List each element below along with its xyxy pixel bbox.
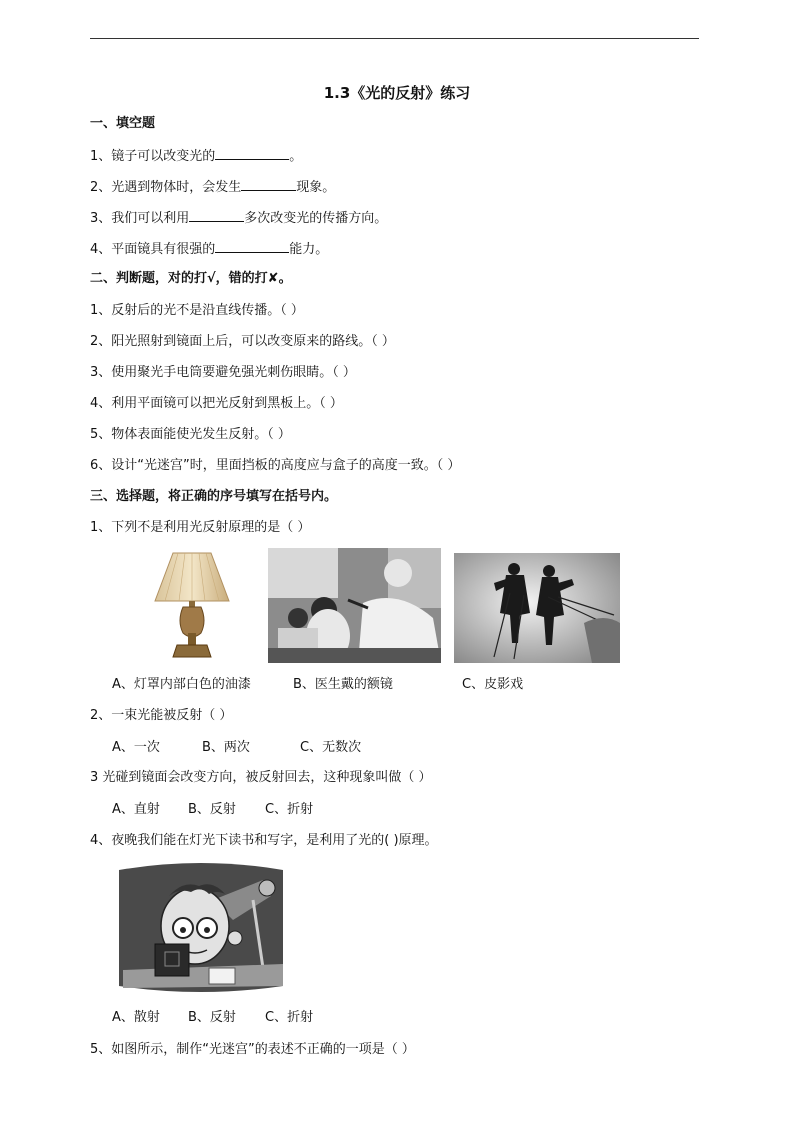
q4-option-b: B、反射: [188, 1010, 236, 1025]
header-rule: [90, 38, 699, 39]
q3-option-c: C、折射: [265, 802, 314, 817]
answer-blank: [241, 177, 296, 191]
judge-question-4: 4、利用平面镜可以把光反射到黑板上。（ ）: [90, 396, 343, 411]
judge-question-1: 1、反射后的光不是沿直线传播。（ ）: [90, 303, 304, 318]
choice-question-1: 1、下列不是利用光反射原理的是（ ）: [90, 520, 311, 535]
choice-question-3: 3 光碰到镜面会改变方向，被反射回去，这种现象叫做（ ）: [90, 770, 432, 785]
reading-cartoon: [113, 860, 289, 996]
judge-question-5: 5、物体表面能使光发生反射。（ ）: [90, 427, 291, 442]
section-judge-heading: 二、判断题，对的打√，错的打✘。: [90, 271, 292, 286]
fill-question-2: 2、光遇到物体时，会发生 现象。: [90, 177, 335, 197]
lamp-photo: [133, 549, 251, 663]
q3-option-a: A、直射: [112, 802, 160, 817]
judge-question-2: 2、阳光照射到镜面上后，可以改变原来的路线。（ ）: [90, 334, 395, 349]
q2-option-b: B、两次: [202, 740, 250, 755]
doctor-photo: [268, 548, 441, 663]
section-fill-heading: 一、填空题: [90, 116, 156, 131]
shadow-puppet-photo: [454, 553, 620, 663]
fill-question-4: 4、平面镜具有很强的 能力。: [90, 239, 328, 259]
q1-option-a: A、灯罩内部白色的油漆: [112, 677, 251, 692]
fill-question-1: 1、镜子可以改变光的 。: [90, 146, 302, 166]
q3-option-b: B、反射: [188, 802, 236, 817]
q1-option-b: B、医生戴的额镜: [293, 677, 393, 692]
choice-question-2: 2、一束光能被反射（ ）: [90, 708, 233, 723]
answer-blank: [215, 239, 289, 253]
q4-option-a: A、散射: [112, 1010, 160, 1025]
judge-question-3: 3、使用聚光手电筒要避免强光刺伤眼睛。（ ）: [90, 365, 356, 380]
section-choice-heading: 三、选择题，将正确的序号填写在括号内。: [90, 489, 338, 504]
choice-question-5: 5、如图所示，制作“光迷宫”的表述不正确的一项是（ ）: [90, 1042, 415, 1057]
q1-option-c: C、皮影戏: [462, 677, 524, 692]
q2-option-c: C、无数次: [300, 740, 362, 755]
fill-question-3: 3、我们可以利用 多次改变光的传播方向。: [90, 208, 387, 228]
q2-option-a: A、一次: [112, 740, 160, 755]
answer-blank: [215, 146, 289, 160]
answer-blank: [189, 208, 244, 222]
q4-option-c: C、折射: [265, 1010, 314, 1025]
page-title: 1.3《光的反射》练习: [323, 84, 471, 102]
choice-question-4: 4、夜晚我们能在灯光下读书和写字，是利用了光的( )原理。: [90, 833, 438, 848]
judge-question-6: 6、设计“光迷宫”时，里面挡板的高度应与盒子的高度一致。（ ）: [90, 458, 461, 473]
